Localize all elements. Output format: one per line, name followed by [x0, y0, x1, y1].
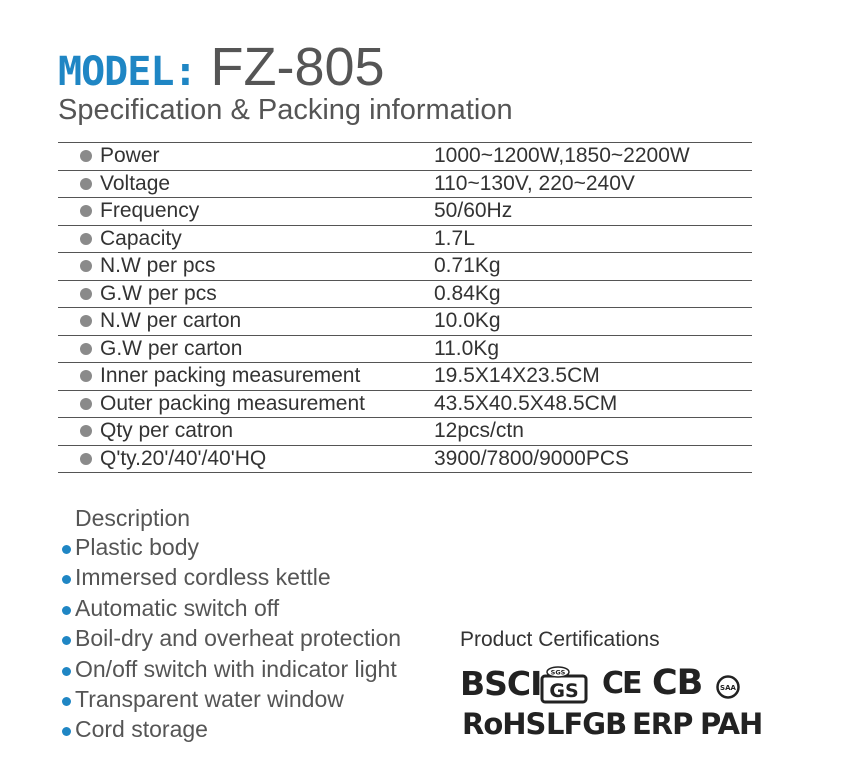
rohs-logo: RoHS [462, 707, 546, 741]
model-label: MODEL: [58, 49, 197, 95]
spec-value: 50/60Hz [434, 199, 513, 222]
spec-label: Capacity [100, 226, 182, 250]
spec-label: G.W per carton [100, 336, 243, 360]
spec-row [58, 171, 752, 199]
spec-row [58, 391, 752, 419]
bullet-icon [62, 636, 71, 645]
list-item [60, 533, 401, 563]
description-list [60, 533, 401, 746]
ce-logo: CE [602, 666, 641, 701]
spec-label: Q'ty.20'/40'/40'HQ [100, 446, 267, 470]
certifications-title: Product Certifications [460, 628, 660, 651]
bullet-icon [80, 178, 92, 190]
spec-table [58, 142, 752, 473]
spec-label: N.W per pcs [100, 254, 216, 277]
spec-value: 12pcs/ctn [434, 419, 524, 442]
description-item-text: On/off switch with indicator light [75, 655, 397, 682]
bullet-icon [62, 545, 71, 554]
spec-label: Inner packing measurement [100, 364, 361, 387]
spec-row [58, 336, 752, 364]
erp-logo: ERP [632, 707, 693, 741]
bullet-icon [80, 453, 92, 465]
cb-logo: CB [652, 663, 703, 703]
svg-text:SGS: SGS [550, 668, 566, 677]
pah-logo: PAH [700, 707, 763, 741]
bullet-icon [62, 667, 71, 676]
bullet-icon [80, 205, 92, 217]
bullet-icon [62, 697, 71, 706]
bullet-icon [62, 727, 71, 736]
page-subtitle: Specification & Packing information [58, 94, 513, 126]
description-item-text: Boil-dry and overheat protection [75, 625, 402, 652]
spec-row [58, 198, 752, 226]
spec-row [58, 226, 752, 254]
bullet-icon [80, 343, 92, 355]
list-item [60, 655, 401, 685]
model-number: FZ-805 [210, 37, 385, 97]
spec-row [58, 418, 752, 446]
bullet-icon [80, 260, 92, 272]
saa-logo [716, 675, 740, 699]
bullet-icon [62, 606, 71, 615]
spec-value: 11.0Kg [434, 336, 499, 360]
svg-text:SAA: SAA [720, 684, 736, 692]
spec-value: 10.0Kg [434, 309, 501, 332]
spec-value: 19.5X14X23.5CM [434, 364, 600, 387]
list-item [60, 685, 401, 715]
spec-label: Qty per catron [100, 419, 234, 442]
spec-row [58, 308, 752, 336]
spec-label: N.W per carton [100, 309, 242, 332]
certification-logos-row-2 [462, 706, 762, 748]
spec-row [58, 281, 752, 309]
description-item-text: Transparent water window [75, 685, 344, 712]
model-heading [58, 36, 385, 96]
list-item [60, 594, 401, 624]
description-item-text: Plastic body [75, 534, 200, 560]
bullet-icon [80, 398, 92, 410]
bullet-icon [80, 315, 92, 327]
bullet-icon [80, 370, 92, 382]
lfgb-logo: LFGB [546, 707, 627, 741]
description-item-text: Automatic switch off [75, 594, 280, 621]
svg-text:GS: GS [549, 680, 579, 702]
spec-label: Frequency [100, 199, 200, 222]
description-item-text: Cord storage [75, 716, 208, 743]
list-item [60, 563, 401, 593]
bsci-logo: BSCI [460, 664, 542, 703]
spec-value: 110~130V, 220~240V [434, 171, 635, 195]
spec-row [58, 363, 752, 391]
spec-value: 43.5X40.5X48.5CM [434, 391, 618, 415]
bullet-icon [80, 425, 92, 437]
spec-value: 0.84Kg [434, 281, 501, 305]
bullet-icon [80, 233, 92, 245]
spec-label: Voltage [100, 171, 171, 195]
spec-row [58, 446, 752, 474]
spec-row [58, 143, 752, 171]
certification-logos-row-1 [460, 663, 760, 705]
spec-row [58, 253, 752, 281]
bullet-icon [80, 150, 92, 162]
list-item [60, 624, 401, 654]
spec-value: 3900/7800/9000PCS [434, 446, 629, 470]
sgs-gs-logo [540, 666, 590, 704]
description-title: Description [75, 505, 191, 531]
spec-label: Outer packing measurement [100, 391, 365, 415]
list-item [60, 715, 401, 745]
spec-value: 0.71Kg [434, 254, 501, 277]
spec-label: Power [100, 144, 160, 167]
bullet-icon [62, 575, 71, 584]
spec-value: 1000~1200W,1850~2200W [434, 144, 690, 167]
spec-label: G.W per pcs [100, 281, 217, 305]
spec-value: 1.7L [434, 226, 475, 250]
description-item-text: Immersed cordless kettle [75, 564, 331, 591]
bullet-icon [80, 288, 92, 300]
